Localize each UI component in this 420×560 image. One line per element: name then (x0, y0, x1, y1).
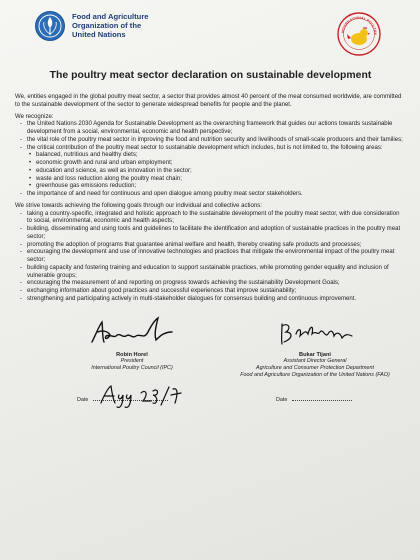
document-body (15, 94, 406, 304)
signatory-role: Assistant Director General (283, 358, 347, 365)
list-item: - building capacity and fostering training and education to support sustainable practices, while promoting gender equality and inclusion of vulnerable groups; (15, 265, 406, 281)
signatory-ipc (47, 312, 217, 372)
ipc-logo (336, 11, 382, 57)
signatory-role: President (120, 358, 144, 365)
fao-name-line: Organization of the (72, 21, 142, 30)
list-item: • economic growth and rural and urban employment; (15, 160, 406, 168)
list-item: - the United Nations 2030 Agenda for Sustainable Development as the overarching framework that guides our actions towards sustainable development from a social, environmental, economic and health perspective; (15, 121, 406, 137)
list-item: - encouraging the development and use of innovative technologies and practices that mitigate the environmental impact of the poultry meat sector; (15, 249, 406, 265)
svg-text:INTERNATIONAL POULTRY COUNCIL (336, 11, 377, 36)
signatory-name: Robin Horel (116, 351, 148, 358)
signatory-name: Bukar Tijani (299, 351, 331, 358)
list-item: • education and science, as well as innovation in the sector; (15, 168, 406, 176)
list-item: • greenhouse gas emissions reduction; (15, 183, 406, 191)
fao-name-line: United Nations (72, 30, 126, 39)
list-item: • balanced, nutritious and healthy diets; (15, 152, 406, 160)
list-item: - encouraging the measurement of and reporting on progress towards achieving the sustainability Development Goals; (15, 280, 406, 288)
date-field-fao (276, 397, 352, 403)
document-title: The poultry meat sector declaration on sustainable development (49, 70, 372, 81)
areas-list (15, 152, 406, 191)
signatory-fao (230, 312, 400, 379)
list-item-text: the critical contribution of the poultry meat sector to sustainable development which includes, but is not limited to, the following areas: (27, 144, 383, 151)
ipc-logo-text: INTERNATIONAL POULTRY (341, 15, 378, 36)
list-item: - the importance of and need for continuous and open dialogue among poultry meat sector stakeholders. (15, 191, 406, 199)
date-label: Date (276, 396, 288, 403)
fao-logo (35, 11, 65, 41)
signature-bukar-tijani (260, 312, 370, 352)
list-item: - promoting the adoption of programs that guarantee animal welfare and health, thereby creating safe products and processes; (15, 242, 406, 250)
list-item: - the vital role of the poultry meat sector in improving the food and nutrition security and livelihoods of small-scale producers and their families; (15, 137, 406, 145)
list-item: • waste and loss reduction along the poultry meat chain; (15, 176, 406, 184)
list-item (15, 145, 406, 192)
signatory-organization: International Poultry Council (IPC) (91, 365, 173, 372)
fao-name-line: Food and Agriculture (72, 12, 149, 21)
signatory-organization: Food and Agriculture Organization of the United Nations (FAO) (240, 372, 390, 379)
fao-organization-name (72, 12, 192, 39)
list-item: - strengthening and participating actively in multi-stakeholder dialogues for consensus building and continuous improvement. (15, 296, 406, 304)
document-header (15, 9, 406, 57)
list-item: - exchanging information about good practices and successful experiences that improve sustainability; (15, 288, 406, 296)
list-item: - building, disseminating and using tools and guidelines to facilitate the identification and adoption of sustainable practices in the poultry meat sector; (15, 226, 406, 242)
date-label: Date (77, 396, 89, 403)
date-field-ipc (77, 397, 168, 403)
signature-robin-horel (72, 312, 192, 352)
signature-block (15, 312, 406, 432)
date-line (292, 400, 352, 401)
recognize-list (15, 121, 406, 199)
strive-heading: We strive towards achieving the following goals through our individual and collective actions: (15, 202, 262, 209)
handwritten-date (95, 383, 190, 409)
intro-paragraph: We, entities engaged in the global poultry meat sector, a sector that provides almost 40 percent of the meat consumed worldwide, are committed to the sustainable development of the sector to generate widespread benefits for people and the planet. (15, 94, 402, 108)
list-item: - taking a country-specific, integrated and holistic approach to the sustainable development of the poultry meat sector, with due consideration to social, environmental, economic and health aspects; (15, 211, 406, 227)
signatory-department: Agriculture and Consumer Protection Department (255, 365, 375, 372)
recognize-heading: We recognize: (15, 113, 54, 120)
strive-list (15, 211, 406, 304)
